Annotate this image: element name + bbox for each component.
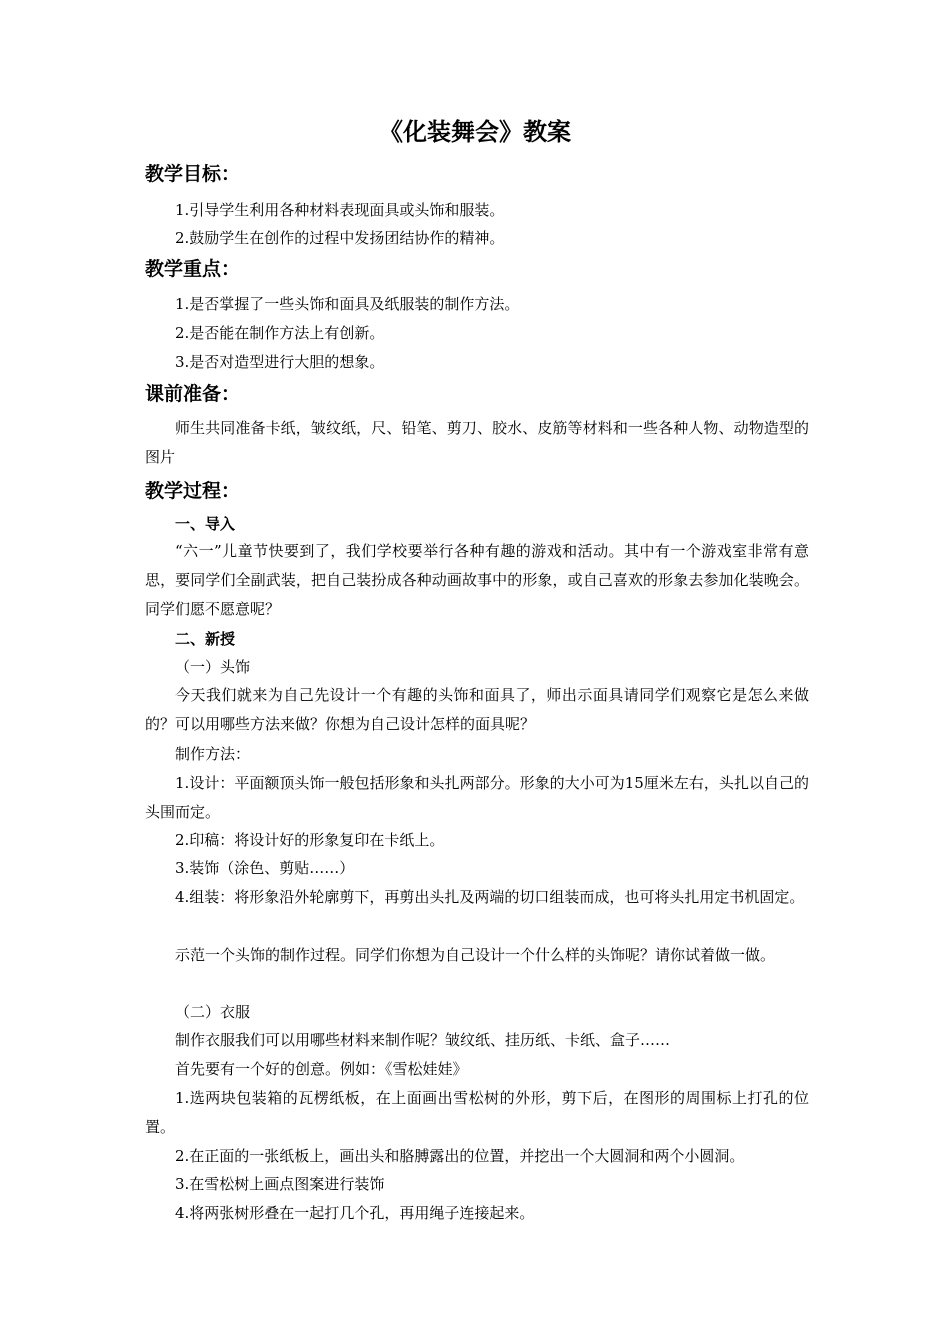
keypoint-item-2: 2.是否能在制作方法上有创新。: [175, 324, 385, 342]
idea-text: 首先要有一个好的创意。例如：《雪松娃娃》: [175, 1060, 468, 1078]
new-lesson-heading: 二、新授: [175, 630, 236, 648]
keypoint-item-1: 1.是否掌握了一些头饰和面具及纸服装的制作方法。: [175, 295, 520, 313]
process-heading: 教学过程：: [145, 480, 241, 502]
method-label: 制作方法：: [175, 745, 251, 763]
method-step-2: 2.印稿：将设计好的形象复印在卡纸上。: [175, 831, 445, 849]
clothes-step-1: 1.选两块包装箱的瓦楞纸板，在上面画出雪松树的外形，剪下后，在图形的周围标上打孔的位置。: [145, 1089, 809, 1136]
prep-heading: 课前准备：: [145, 383, 241, 405]
keypoints-heading: 教学重点：: [145, 258, 241, 280]
intro-heading: 一、导入: [175, 515, 236, 533]
headwear-heading: （一）头饰: [175, 658, 251, 676]
intro-text: “六一”儿童节快要到了，我们学校要举行各种有趣的游戏和活动。其中有一个游戏室非常有意思，要同学们全副武装，把自己装扮成各种动画故事中的形象，或自己喜欢的形象去参加化装晚会。同学们愿不愿意呢？: [145, 542, 809, 618]
method-step-3: 3.装饰（涂色、剪贴……）: [175, 859, 355, 877]
prep-text: 师生共同准备卡纸，皱纹纸，尺、铅笔、剪刀、胶水、皮筋等材料和一些各种人物、动物造型的图片: [145, 419, 809, 466]
clothes-text: 制作衣服我们可以用哪些材料来制作呢？皱纹纸、挂历纸、卡纸、盒子……: [175, 1031, 671, 1049]
demo-text: 示范一个头饰的制作过程。同学们你想为自己设计一个什么样的头饰呢？请你试着做一做。: [175, 946, 776, 964]
goal-item-1: 1.引导学生利用各种材料表现面具或头饰和服装。: [175, 201, 505, 219]
method-step-1: 1.设计：平面额顶头饰一般包括形象和头扎两部分。形象的大小可为15厘米左右，头扎以自己的头围而定。: [145, 774, 809, 821]
method-step-4: 4.组装：将形象沿外轮廓剪下，再剪出头扎及两端的切口组装而成，也可将头扎用定书机固定。: [175, 888, 805, 906]
clothes-step-3: 3.在雪松树上画点图案进行装饰: [175, 1175, 385, 1193]
clothes-heading: （二）衣服: [175, 1003, 251, 1021]
keypoint-item-3: 3.是否对造型进行大胆的想象。: [175, 353, 385, 371]
clothes-step-4: 4.将两张树形叠在一起打几个孔，再用绳子连接起来。: [175, 1204, 535, 1222]
goal-item-2: 2.鼓励学生在创作的过程中发扬团结协作的精神。: [175, 229, 505, 247]
page-title: 《化装舞会》教案: [379, 118, 571, 146]
clothes-step-2: 2.在正面的一张纸板上，画出头和胳膊露出的位置，并挖出一个大圆洞和两个小圆洞。: [175, 1147, 745, 1165]
headwear-text: 今天我们就来为自己先设计一个有趣的头饰和面具了，师出示面具请同学们观察它是怎么来做的？可以用哪些方法来做？你想为自己设计怎样的面具呢？: [145, 686, 809, 733]
goals-heading: 教学目标：: [145, 163, 241, 185]
